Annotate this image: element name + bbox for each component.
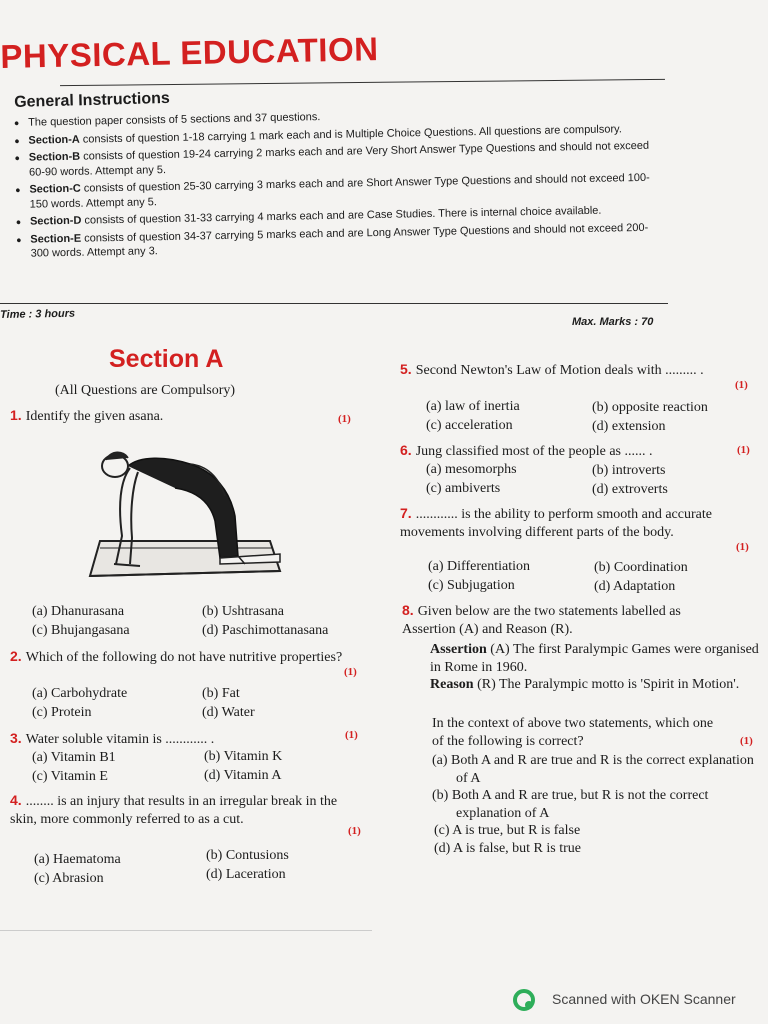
question-text: Jung classified most of the people as ...... . [415,444,653,459]
reason-text: (R) The Paralympic motto is 'Spirit in Motion'. [473,677,740,692]
question-text: Which of the following do not have nutritive properties? [25,650,343,665]
marks-label: (1) [735,379,748,391]
question-number: 2. [10,648,22,664]
instruction-item: • Section-D consists of question 31-33 carrying 4 marks each and are Case Studies. There is internal choice available. [14,203,664,230]
section-title: Section A [109,345,224,373]
option-c: (c) Protein [32,705,92,720]
option-d: (d) Paschimottanasana [202,623,329,638]
page-title: PHYSICAL EDUCATION [0,30,379,75]
question-text: ............ is the ability to perform smooth and accurate movements involving different parts of the body. [400,507,712,540]
question-5 [400,360,755,380]
instruction-item: • Section-C consists of question 25-30 carrying 3 marks each and are Short Answer Type Questions and should not exceed 100-150 words. Attempt any 5. [13,171,663,212]
question-6 [400,441,740,461]
option-a: (a) Vitamin B1 [32,750,116,765]
question-text: ........ is an injury that results in an irregular break in the skin, more commonly referred to as a cut. [10,794,338,827]
instructions-list [12,104,665,265]
ushtrasana-illustration [70,436,285,596]
divider [60,79,665,86]
max-marks: Max. Marks : 70 [572,316,654,328]
instruction-item: • Section-A consists of question 1-18 carrying 1 mark each and is Multiple Choice Questions. All questions are compulsory. [12,121,662,148]
option-a: (a) Carbohydrate [32,686,128,701]
question-number: 1. [10,407,22,423]
instruction-item: • Section-E consists of question 34-37 carrying 5 marks each and are Long Answer Type Questions and should not exceed 200-300 words. Attempt any 3. [14,220,664,261]
question-number: 7. [400,505,412,521]
marks-label: (1) [736,541,749,553]
instruction-item: • The question paper consists of 5 sections and 37 questions. [12,104,662,131]
option-a: (a) Differentiation [428,559,530,574]
option-a: (a) mesomorphs [426,462,517,477]
question-prompt: In the context of above two statements, which one of the following is correct? [432,716,714,749]
question-number: 8. [402,602,414,618]
option-d: (d) extension [592,419,666,434]
option-a: (a) Haematoma [34,852,121,867]
option-c: (c) Vitamin E [32,769,108,784]
question-8 [402,601,737,639]
section-subtitle: (All Questions are Compulsory) [55,383,236,398]
scanner-text: Scanned with OKEN Scanner [552,991,736,1007]
question-number: 5. [400,361,412,377]
option-b: (b) introverts [592,463,666,478]
question-number: 3. [10,730,22,746]
option-c: (c) Abrasion [34,871,104,886]
marks-label: (1) [348,825,361,837]
time-allowed: Time : 3 hours [0,307,76,321]
option-d: (d) Laceration [206,867,286,882]
question-7 [400,504,756,542]
divider [0,930,372,931]
question-text: Identify the given asana. [25,409,164,424]
reason [430,676,760,694]
marks-label: (1) [344,666,357,678]
option-c: (c) acceleration [426,418,513,433]
question-3 [10,729,330,749]
option-c: (c) ambiverts [426,481,501,496]
marks-label: (1) [345,729,358,741]
option-b: (b) Contusions [206,848,289,863]
marks-label: (1) [338,413,351,425]
question-text: Water soluble vitamin is ............ . [25,732,215,747]
scanner-logo-icon [513,989,535,1011]
option-c: (c) A is true, but R is false [434,823,581,838]
assertion-label: Assertion [430,642,487,657]
option-d: (d) A is false, but R is true [434,841,581,856]
option-d: (d) extroverts [592,482,668,497]
option-a: (a) Dhanurasana [32,604,125,619]
question-1 [10,406,330,426]
option-b: (b) Fat [202,686,240,701]
marks-label: (1) [737,444,750,456]
instruction-item: • Section-B consists of question 19-24 carrying 2 marks each and are Very Short Answer Type Questions and should not exceed 60-90 words. Attempt any 5. [13,139,663,180]
question-text: Given below are the two statements labelled as Assertion (A) and Reason (R). [402,604,681,637]
question-number: 4. [10,792,22,808]
option-a: (a) Both A and R are true and R is the correct explanation of A [432,753,754,786]
option-b: (b) Vitamin K [204,749,283,764]
assertion [430,641,760,677]
option-a: (a) law of inertia [426,399,520,414]
divider [0,303,668,304]
question-4 [10,791,362,829]
option-d: (d) Water [202,705,255,720]
option-c: (c) Bhujangasana [32,623,130,638]
option-c: (c) Subjugation [428,578,515,593]
option-b: (b) opposite reaction [592,400,708,415]
question-number: 6. [400,442,412,458]
option-b: (b) Coordination [594,560,688,575]
question-2 [10,647,355,667]
question-text: Second Newton's Law of Motion deals with ......... . [415,363,704,378]
option-d: (d) Vitamin A [204,768,282,783]
marks-label: (1) [740,735,753,747]
option-b: (b) Ushtrasana [202,604,285,619]
reason-label: Reason [430,677,474,692]
instructions-heading: General Instructions [14,89,170,111]
option-d: (d) Adaptation [594,579,676,594]
option-b: (b) Both A and R are true, but R is not the correct explanation of A [432,788,709,821]
assertion-text: (A) The first Paralympic Games were organised in Rome in 1960. [430,642,759,675]
